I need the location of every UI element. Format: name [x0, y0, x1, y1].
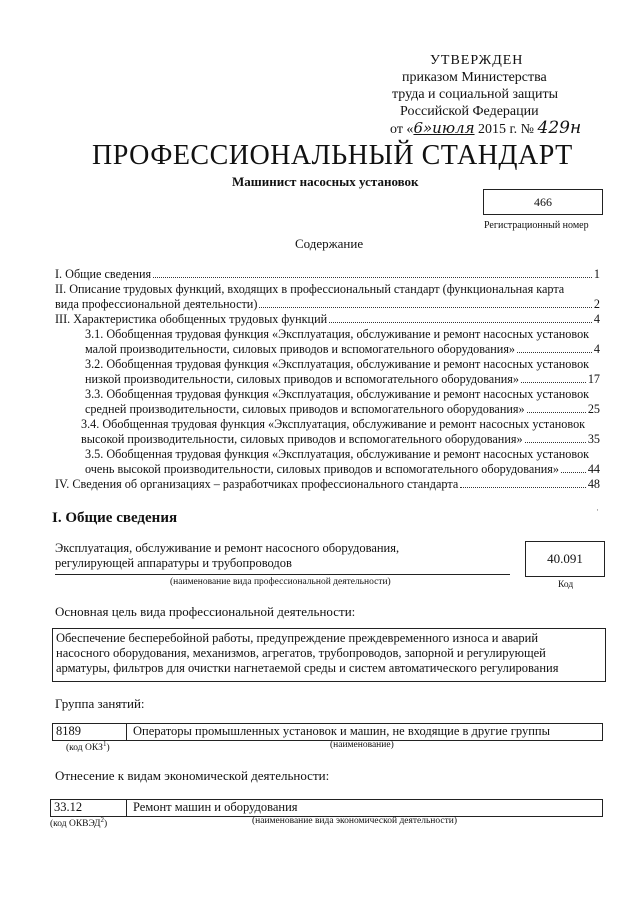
okved-name-caption: (наименование вида экономической деятельности): [252, 816, 457, 826]
activity-name: Эксплуатация, обслуживание и ремонт насосного оборудования, регулирующей аппаратуры и трубопроводов: [55, 541, 400, 570]
handwritten-month: »июля: [422, 119, 475, 137]
registration-number-box: 466: [483, 189, 603, 215]
toc-item[interactable]: 3.1. Обобщенная трудовая функция «Эксплуатация, обслуживание и ремонт насосных установок малой производительности, силовых приводов и вспомогательного оборудования» 4: [85, 327, 600, 356]
okz-caption: (код ОКЗ$^1$): [66, 740, 110, 754]
approval-line: приказом Министерства: [402, 70, 547, 85]
approval-title: УТВЕРЖДЕН: [430, 53, 524, 68]
section-heading: I. Общие сведения: [52, 510, 178, 526]
toc-item[interactable]: I. Общие сведения 1: [55, 267, 600, 281]
toc-item[interactable]: 3.5. Обобщенная трудовая функция «Эксплуатация, обслуживание и ремонт насосных установок очень высокой производительности, силовых приводов и вспомогательного оборудования» 44: [85, 447, 600, 476]
toc: [55, 267, 600, 492]
toc-item[interactable]: 3.2. Обобщенная трудовая функция «Эксплуатация, обслуживание и ремонт насосных установок низкой производительности, силовых приводов и вспомогательного оборудования» 17: [85, 357, 600, 386]
okved-caption: (код ОКВЭД$^2$): [50, 816, 108, 830]
toc-item[interactable]: 3.3. Обобщенная трудовая функция «Эксплуатация, обслуживание и ремонт насосных установок средней производительности, силовых приводов и вспомогательного оборудования» 25: [85, 387, 600, 416]
okz-code: 8189: [56, 724, 81, 738]
okved-row: [50, 799, 603, 817]
approval-line: труда и социальной защиты: [392, 87, 558, 102]
margin-mark: ·: [596, 505, 599, 515]
okved-code: 33.12: [54, 800, 83, 814]
toc-item[interactable]: IV. Сведения об организациях – разработчиках профессионального стандарта 48: [55, 477, 600, 491]
approval-block: [390, 52, 600, 138]
toc-item[interactable]: III. Характеристика обобщенных трудовых функций 4: [55, 312, 600, 326]
page-subtitle: Машинист насосных установок: [232, 174, 419, 189]
goal-label: Основная цель вида профессиональной деятельности:: [55, 604, 356, 619]
divider: [126, 799, 127, 816]
divider: [55, 574, 510, 575]
approval-date: от «6»июля 2015 г. № 429н: [390, 118, 582, 138]
handwritten-number: 429н: [537, 118, 582, 138]
registration-number-label: Регистрационный номер: [484, 220, 589, 231]
activity-caption: (наименование вида профессиональной деятельности): [170, 577, 391, 587]
goal-box: Обеспечение бесперебойной работы, предупреждение преждевременного износа и аварий насосного оборудования, механизмов, агрегатов, трубопроводов, запорной и регулирующей арматуры, фильтров для очистки нагнетаемой среды и систем автоматического регулирования: [52, 628, 606, 682]
divider: [126, 723, 127, 740]
okz-name: Операторы промышленных установок и машин, не входящие в другие группы: [133, 724, 550, 738]
econ-label: Отнесение к видам экономической деятельности:: [55, 768, 330, 783]
approval-line: Российской Федерации: [400, 104, 539, 119]
group-label: Группа занятий:: [55, 696, 145, 711]
okz-row: [52, 723, 603, 741]
toc-item[interactable]: 3.4. Обобщенная трудовая функция «Эксплуатация, обслуживание и ремонт насосных установок высокой производительности, силовых приводов и вспомогательного оборудования» 35: [81, 417, 600, 446]
okz-name-caption: (наименование): [330, 740, 394, 750]
page-title: ПРОФЕССИОНАЛЬНЫЙ СТАНДАРТ: [92, 140, 573, 171]
code-caption: Код: [558, 580, 574, 590]
toc-item[interactable]: II. Описание трудовых функций, входящих в профессиональный стандарт (функциональная карта вида профессиональной деятельности) 2: [55, 282, 600, 311]
activity-code-box: 40.091: [525, 541, 605, 577]
contents-heading: Содержание: [295, 236, 364, 251]
okved-name: Ремонт машин и оборудования: [133, 800, 298, 814]
handwritten-day: 6: [413, 119, 423, 137]
